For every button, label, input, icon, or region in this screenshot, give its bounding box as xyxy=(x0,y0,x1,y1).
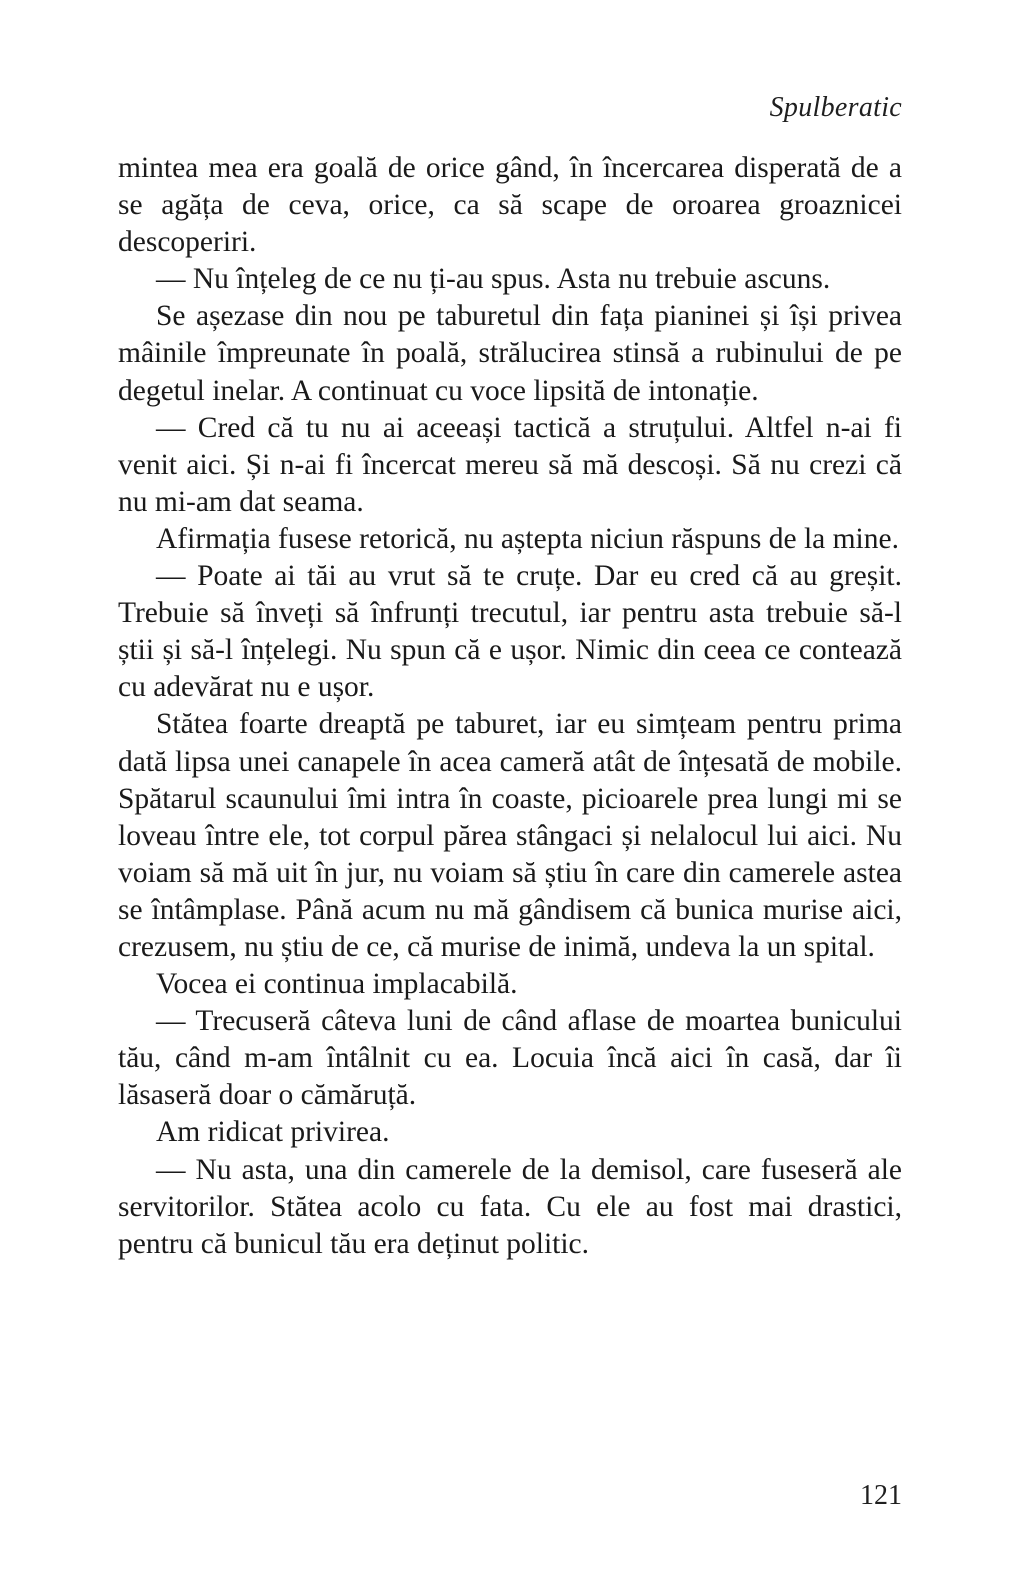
paragraph: — Poate ai tăi au vrut să te cruțe. Dar eu cred că au greșit. Trebuie să înveți să înfrunți trecutul, iar pentru asta trebuie să-l știi și să-l înțelegi. Nu spun că e ușor. Nimic din ceea ce contează cu adevărat nu e ușor. xyxy=(118,560,902,704)
paragraph: mintea mea era goală de orice gând, în încercarea disperată de a se agăța de ceva, orice, ca să scape de oroarea groaznicei descoperiri. xyxy=(118,152,902,259)
paragraph: — Cred că tu nu ai aceeași tactică a struțului. Altfel n-ai fi venit aici. Și n-ai fi încercat mereu să mă descoși. Să nu crezi că nu mi-am dat seama. xyxy=(118,411,902,518)
running-head: Spulberatic xyxy=(769,92,902,123)
paragraph: — Nu înțeleg de ce nu ți-au spus. Asta nu trebuie ascuns. xyxy=(156,263,831,296)
paragraph: Stătea foarte dreaptă pe taburet, iar eu simțeam pentru prima dată lipsa unei canapele în acea cameră atât de înțesată de mobile. Spătarul scaunului îmi intra în coaste, picioarele prea lungi mi se loveau între ele, tot corpul părea stângaci și nelalocul lui aici. Nu voiam să mă uit în jur, nu voiam să știu în care din camerele astea se întâmplase. Până acum nu mă gândisem că bunica murise aici, crezusem, nu știu de ce, că murise de inimă, undeva la un spital. xyxy=(118,708,902,963)
page-number: 121 xyxy=(860,1480,902,1511)
paragraph: Se așezase din nou pe taburetul din fața pianinei și își privea mâinile împreunate în poală, strălucirea stinsă a rubinului de pe degetul inelar. A continuat cu voce lipsită de intonație. xyxy=(118,300,902,407)
paragraph: — Trecuseră câteva luni de când aflase de moartea bunicului tău, când m-am întâlnit cu ea. Locuia încă aici în casă, dar îi lăsaseră doar o cămăruță. xyxy=(118,1005,902,1112)
paragraph: — Nu asta, una din camerele de la demisol, care fuseseră ale servitorilor. Stătea acolo cu fata. Cu ele au fost mai drastici, pentru că bunicul tău era deținut politic. xyxy=(118,1153,902,1260)
body-text xyxy=(118,150,902,1263)
paragraph: Afirmația fusese retorică, nu aștepta niciun răspuns de la mine. xyxy=(156,522,899,555)
paragraph: Am ridicat privirea. xyxy=(156,1116,390,1149)
paragraph: Vocea ei continua implacabilă. xyxy=(156,968,518,1001)
